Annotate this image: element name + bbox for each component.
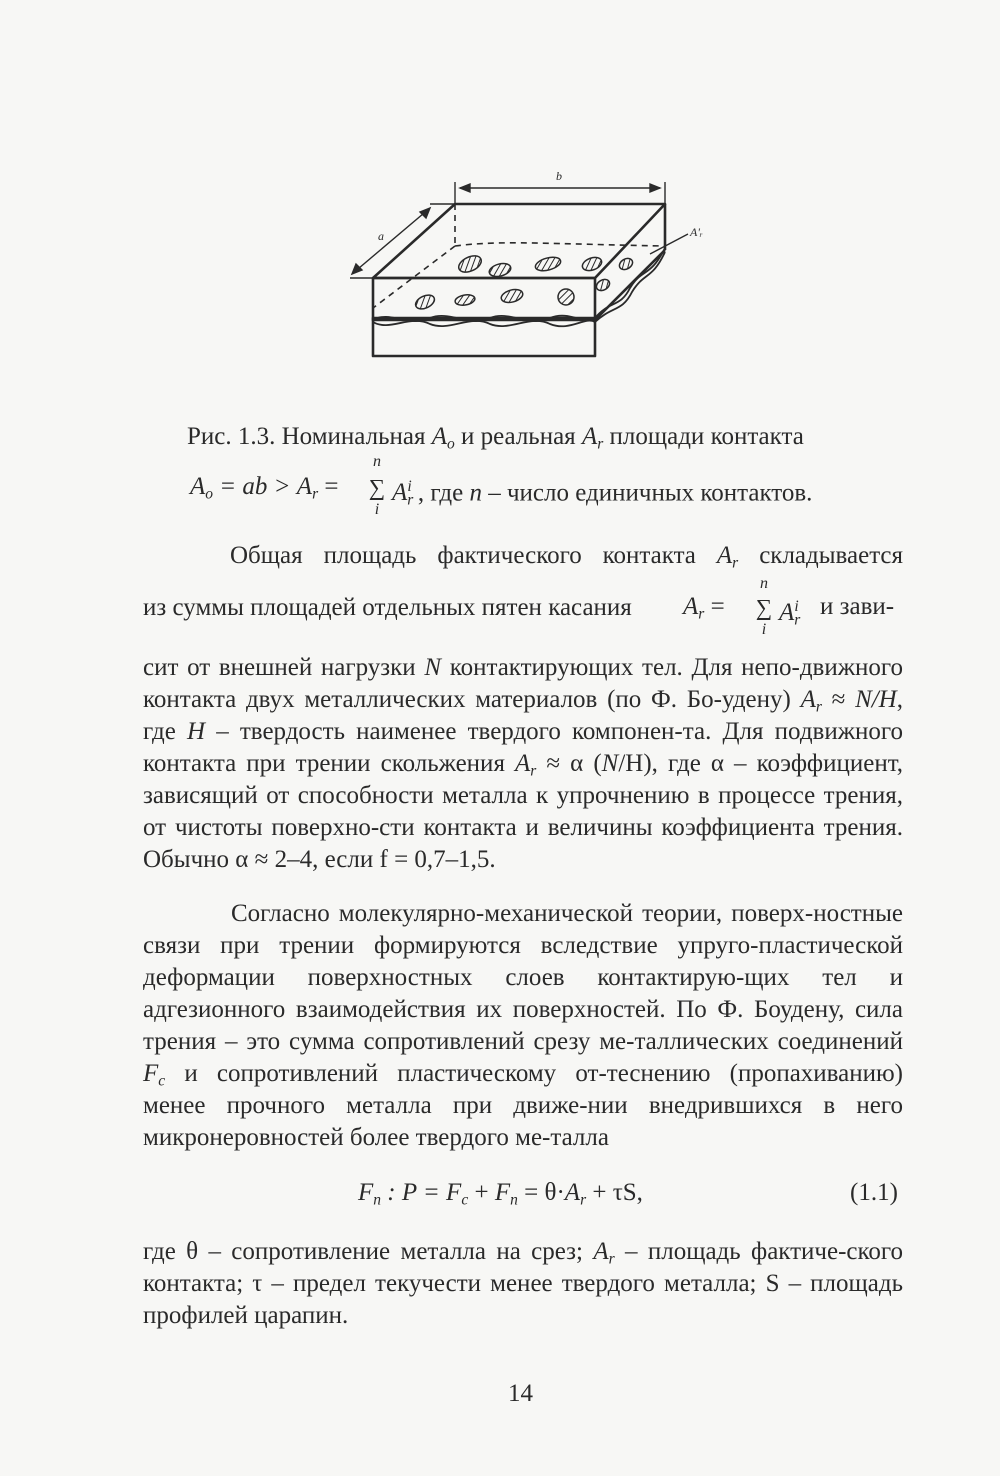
sum-lower-limit: i (374, 501, 380, 518)
symbol-a: $A_o$ (190, 473, 214, 503)
sum-lower-limit: i (761, 621, 767, 638)
formula-lhs: = ab > (219, 473, 291, 500)
caption-suffix: площади контакта (609, 423, 804, 450)
label-b: b (556, 169, 562, 183)
symbol-ar: $A_r$ (581, 423, 604, 453)
para1-line2-text: из суммы площадей отдельных пятен касания (143, 594, 632, 621)
para2: Согласно молекулярно-механической теории, поверх-ностные связи при трении формируются вследствие упруго-пластической деформации поверхностных слоев контактирую-щих тел и адгезионного взаимодействия их поверхностей. По Ф. Боудену, сила трения – это сумма сопротивлений срезу ме-таллических соединений $F_c$ и сопротивлений пластическому от-теснению (пропахиванию) менее прочного металла при движе-нии внедрившихся в него микронеровностей более твердого ме-талла (143, 900, 904, 1151)
contact-spot (413, 292, 436, 311)
para1-text-b: складывается (759, 542, 904, 569)
caption-mid: и реальная (460, 423, 576, 450)
contact-spot (558, 289, 574, 305)
sum-upper-limit: n (760, 575, 768, 592)
para1-text-a: Общая площадь фактического контакта (230, 542, 696, 569)
caption-formula (190, 472, 338, 502)
caption-line-1 (187, 422, 804, 452)
para1-line1 (230, 540, 903, 572)
caption-tail: – число единичных контактов. (488, 479, 813, 507)
para3: где θ – сопротивление металла на срез; $A_r$ – площадь фактиче-ского контакта; τ – предел текучести менее твердого металла; S – площадь профилей царапин. (143, 1238, 904, 1329)
caption-formula-tail (392, 472, 812, 508)
caption-prefix: Рис. 1.3. Номинальная (187, 423, 426, 450)
label-ar: A'ᵣ (690, 225, 703, 239)
contact-spot (594, 277, 611, 293)
contact-spot (534, 255, 562, 273)
sum-upper-limit: n (373, 453, 381, 470)
para1-line2-end: и зави- (820, 593, 895, 620)
symbol-ar: $A_r$ (296, 473, 319, 503)
page-number: 14 (508, 1380, 533, 1407)
sum-operator: ∑ (755, 595, 773, 620)
equation-1-1: $F_n$ : $P = F_c + F_n = \theta\cdot A_r + \tau S$, (358, 1179, 643, 1209)
symbol-ar-i: $A_r^i$ (392, 478, 414, 509)
para1-body: сит от внешней нагрузки N контактирующих тел. Для непо-движного контакта двух металлических материалов (по Ф. Бо-удену) $A_r \approx N/H$, где H – твердость наименее твердого компонен-та. Для подвижного контакта при трении скольжения $A_r \approx \alpha$ (N/H), где α – коэффициент, зависящий от способности металла к упрочнению в процессе трения, от чистоты поверхно-сти контакта и величины коэффициента трения. Обычно α ≈ 2–4, если f = 0,7–1,5. (143, 654, 904, 873)
contact-spot (500, 287, 524, 304)
caption-where: , где (417, 479, 464, 507)
contact-spot (488, 261, 512, 278)
symbol-a: $A_o$ (431, 423, 455, 453)
para1-formula-tail: $A_r^i$ (779, 598, 801, 629)
equation-number: (1.1) (850, 1179, 898, 1206)
contact-spot (617, 256, 634, 272)
contact-area-figure (330, 160, 720, 370)
sum-operator: ∑ (368, 475, 386, 500)
formula-equals: = (324, 473, 339, 500)
contact-spot (454, 293, 475, 306)
contact-spot (456, 253, 484, 276)
contact-spot (581, 255, 604, 273)
symbol-n: n (469, 479, 482, 507)
para1-formula: $A_r$ = (683, 593, 725, 623)
symbol-ar: $A_r$ (716, 542, 739, 572)
label-a: a (378, 229, 384, 243)
